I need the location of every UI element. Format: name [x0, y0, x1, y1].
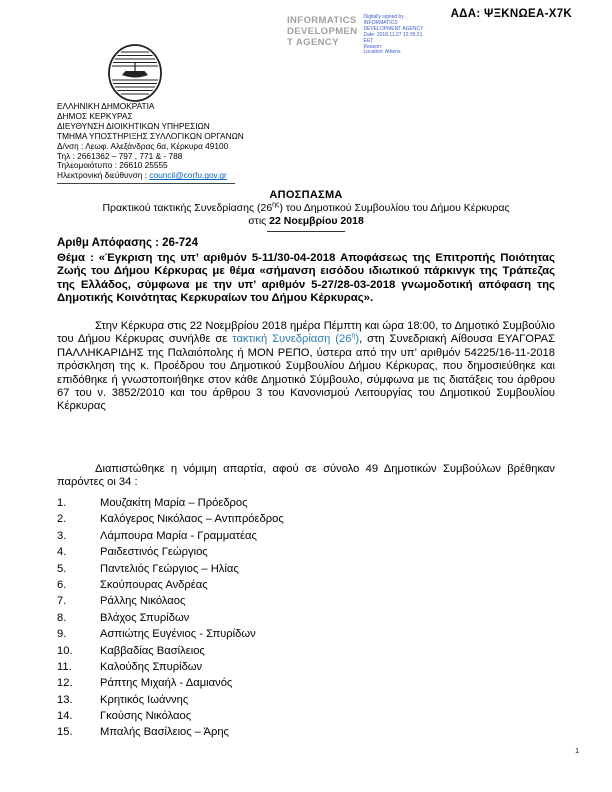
member-row [57, 661, 284, 677]
member-name: Ραιδεστινός Γεώργιος [100, 546, 208, 559]
member-name: Κρητικός Ιωάννης [100, 693, 189, 706]
agency-stamp-line: DEVELOPMEN [287, 26, 358, 37]
signature-details [364, 15, 424, 56]
subject-paragraph [57, 252, 555, 306]
member-row [57, 595, 284, 611]
letterhead-divider [57, 183, 235, 184]
agency-stamp-text [287, 15, 358, 48]
member-row [57, 497, 284, 513]
subtitle-text: ) του Δημοτικού Συμβουλίου του Δήμου Κέρκυρας [279, 202, 510, 214]
municipal-coat-of-arms-icon [106, 42, 164, 102]
signature-line: DEVELOPMENT AGENCY [363, 25, 424, 32]
member-name: Καλόγερος Νικόλαος – Αντιπρόεδρος [100, 513, 284, 526]
decision-number: Αριθμ Απόφασης : 26-724 [57, 237, 198, 249]
member-row [57, 579, 284, 595]
member-number: 7. [57, 595, 67, 608]
session-paragraph [57, 320, 555, 414]
signature-line: INFORMATICS [363, 19, 398, 26]
member-name: Ράπτης Μιχαήλ - Δαμιανός [100, 677, 233, 690]
member-row [57, 677, 284, 693]
member-number: 15. [57, 726, 73, 739]
member-name: Γκούσης Νικόλαος [100, 710, 192, 723]
letterhead-line-department: ΤΜΗΜΑ ΥΠΟΣΤΗΡΙΞΗΣ ΣΥΛΛΟΓΙΚΩΝ ΟΡΓΑΝΩΝ [57, 130, 244, 141]
member-name: Μουζακίτη Μαρία – Πρόεδρος [100, 497, 248, 509]
subject-label: Θέμα : [57, 252, 94, 264]
member-name: Ράλλης Νικόλαος [100, 595, 186, 608]
highlight-text: τακτική Συνεδρίαση (26 [232, 333, 352, 346]
subtitle-text: Πρακτικού τακτικής Συνεδρίασης (26 [102, 202, 273, 214]
minutes-subtitle [0, 202, 612, 214]
highlight-text: ) [355, 333, 360, 346]
members-list [57, 497, 284, 743]
member-row [57, 694, 284, 710]
member-name: Καλούδης Σπυρίδων [100, 660, 203, 673]
member-name: Καββαδίας Βασίλειος [100, 644, 205, 657]
member-number: 2. [57, 513, 67, 526]
signature-line: Reason: [363, 43, 383, 50]
member-number: 9. [57, 628, 67, 641]
member-name: Μπαλής Βασίλειος – Άρης [100, 726, 229, 739]
member-row [57, 530, 284, 546]
member-number: 10. [57, 644, 73, 657]
member-row [57, 513, 284, 529]
subject-text: «Έγκριση της υπ’ αριθμόν 5-11/30-04-2018 Αποφάσεως της Επιτροπής Ποιότητας Ζωής του Δήμου Κέρκυρας με θέμα «σήμανση εισόδου ιδιωτικού πάρκινγκ της Τράπεζας της Ελλάδος, σύμφωνα με την υπ’ αριθμόν 5-27/28-03-2018 γνωμοδοτική απόφαση της Δημοτικής Κοινότητας Κερκυραίων του Δήμου Κέρκυρας». [57, 252, 555, 305]
member-number: 1. [57, 497, 67, 509]
member-number: 14. [57, 710, 73, 723]
member-number: 4. [57, 546, 67, 559]
quorum-paragraph: Διαπιστώθηκε η νόμιμη απαρτία, αφού σε σύνολο 49 Δημοτικών Συμβούλων βρέθηκαν παρόντες οι 34 : [57, 463, 555, 489]
member-number: 12. [57, 677, 73, 690]
document-title-block [0, 189, 612, 232]
letterhead-line-republic: ΕΛΛΗΝΙΚΗ ΔΗΜΟΚΡΑΤΙΑ [57, 101, 155, 111]
member-number: 6. [57, 578, 67, 591]
member-name: Λάμπουρα Μαρία - Γραμματέας [100, 529, 257, 542]
member-row [57, 612, 284, 628]
member-row [57, 546, 284, 562]
session-text: , στη Συνεδριακή Αίθουσα ΕΥΑΓΟΡΑΣ ΠΑΛΛΗΚΑΡΙΔΗΣ της Παλαιόπολης ή ΜΟΝ ΡΕΠΟ, ύστερα από την υπ’ αριθμόν 54225/16-11-2018 πρόσκληση της κ. Προέδρου του Δημοτικού Συμβουλίου Δήμου Κέρκυρας, που δημοσιεύθηκε και επιδόθηκε ή γνωστοποιήθηκε στον κάθε Δημοτικό Σύμβουλο, σύμφωνα με τις διατάξεις του άρθρου 67 του ν. 3852/2010 και του άρθρου 3 του Κανονισμού Λειτουργίας του Δημοτικού Συμβουλίου Κέρκυρας [57, 333, 555, 413]
member-number: 3. [57, 529, 67, 542]
member-name: Σκούπουρας Ανδρέας [100, 578, 208, 591]
signature-line: EET [363, 37, 374, 44]
letterhead-line-directorate: ΔΙΕΥΘΥΝΣΗ ΔΙΟΙΚΗΤΙΚΩΝ ΥΠΗΡΕΣΙΩΝ [57, 120, 210, 131]
member-name: Ασπιώτης Ευγένιος - Σπυρίδων [100, 628, 256, 641]
signature-line: Date: 2018.11.27 12:35:21 [363, 31, 423, 38]
member-row [57, 726, 284, 742]
letterhead-line-phone: Τηλ : 2661362 – 797 , 771 & - 788 [57, 150, 183, 161]
meeting-date: 22 Νοεμβρίου 2018 [269, 215, 364, 227]
subtitle-superscript: ης [272, 201, 280, 209]
member-row [57, 710, 284, 726]
member-row [57, 628, 284, 644]
letterhead [57, 102, 244, 184]
email-label: Ηλεκτρονική διεύθυνση : [57, 170, 148, 181]
member-number: 5. [57, 562, 67, 575]
agency-stamp-line: T AGENCY [287, 37, 339, 48]
member-number: 11. [57, 660, 72, 673]
letterhead-line-fax: Τηλεομοιότυπο : 26610 25555 [57, 160, 168, 171]
signature-line: Location: Athens [363, 49, 401, 56]
member-number: 13. [57, 693, 73, 706]
letterhead-line-email [57, 171, 244, 181]
letterhead-line-address: Δ/νση : Λεωφ. Αλεξάνδρας 6α, Κέρκυρα 49100 [57, 140, 229, 151]
session-highlight [232, 333, 359, 345]
email-link[interactable]: council@corfu.gov.gr [149, 170, 227, 181]
letterhead-line-municipality: ΔΗΜΟΣ ΚΕΡΚΥΡΑΣ [57, 110, 133, 121]
agency-stamp-line: INFORMATICS [287, 15, 357, 26]
member-row [57, 645, 284, 661]
member-row [57, 563, 284, 579]
page-title: ΑΠΟΣΠΑΣΜΑ [269, 189, 343, 201]
date-prefix: στις [248, 215, 270, 227]
digital-signature-stamp [287, 15, 423, 56]
ada-code: ΑΔΑ: ΨΞΚΝΩΕΑ-Χ7Κ [450, 8, 572, 20]
highlight-superscript: η [351, 332, 356, 340]
session-text: Στην Κέρκυρα στις 22 Νοεμβρίου 2018 ημέρα Πέμπτη και ώρα 18:00, το Δημοτικό Συμβούλιο του Δήμου Κέρκυρας συνήλθε σε [57, 320, 555, 346]
meeting-date-line [0, 215, 612, 227]
member-name: Παντελιός Γεώργιος – Ηλίας [100, 562, 239, 575]
member-name: Βλάχος Σπυρίδων [100, 611, 190, 624]
signature-line: Digitally signed by [363, 14, 404, 20]
title-divider [267, 231, 345, 232]
member-number: 8. [57, 611, 67, 624]
page-number: 1 [575, 748, 579, 755]
